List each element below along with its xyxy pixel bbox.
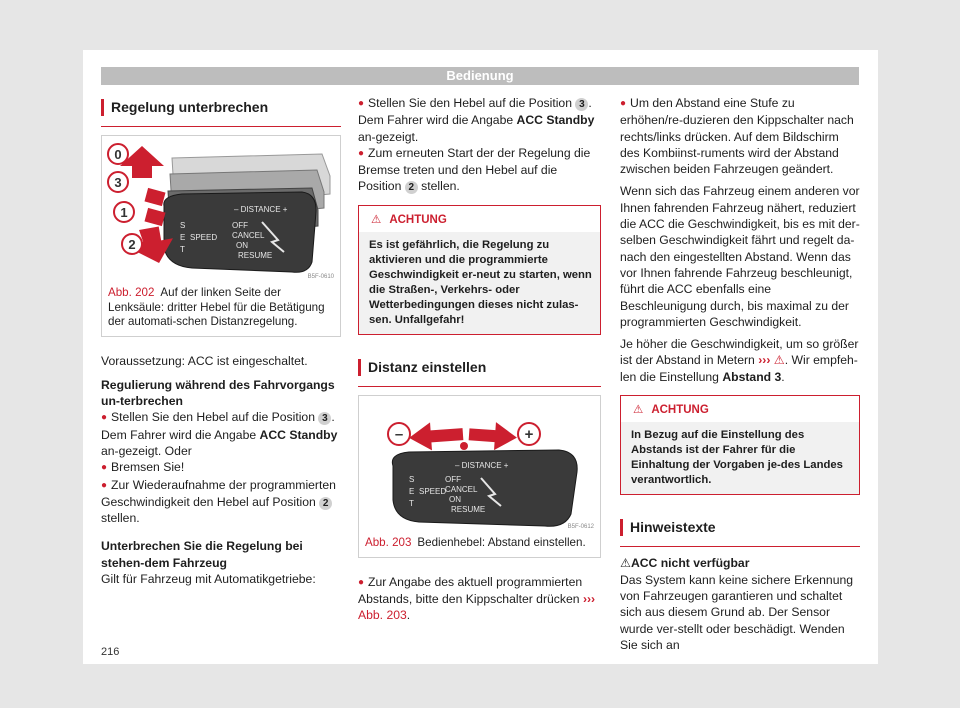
bullet-icon: ● bbox=[358, 147, 365, 159]
bullet-icon: ● bbox=[101, 412, 108, 424]
list-item: ● Zum erneuten Start der der Regelung die Bremse treten und den Hebel auf die Position 2 stellen. bbox=[358, 145, 591, 194]
position-label-2: 2 bbox=[128, 237, 136, 252]
warning-text: In Bezug auf die Einstellung des Abstands ist der Fahrer für die Einhaltung der Vorgaben je-des Landes verantwortlich. bbox=[621, 422, 859, 494]
lever-s-label: S bbox=[409, 475, 415, 485]
warning-triangle-icon: ⚠ bbox=[371, 213, 382, 226]
lever-off-label: OFF bbox=[232, 221, 248, 230]
lever-on-label: ON bbox=[236, 241, 248, 250]
bullet-icon: ● bbox=[101, 462, 108, 474]
page-number: 216 bbox=[101, 646, 120, 658]
figure-caption-text: Bedienhebel: Abstand einstellen. bbox=[417, 536, 586, 550]
hint-text: Das System kann keine sichere Erkennung von Fahrzeugen garantieren und schaltet sich aus diesem Grund ab. Der Sensor wurde ver-stellt oder beschädigt. Wenden Sie sich an bbox=[620, 572, 854, 652]
paragraph-acc-behaviour: Wenn sich das Fahrzeug einem anderen vor Ihnen fahrenden Fahrzeug nähert, reduziert die ACC die Geschwindigkeit, bis es mit der-selben Geschwindigkeit fährt und regelt da-nach den eingestellten Abstand. Wenn das vor Ihnen fahrende Fahrzeug beschleunigt, führt die ACC ebenfalls eine Beschleunigung durch, bis maximal zu der programmierten Geschwindigkeit. bbox=[620, 184, 860, 329]
warning-box bbox=[358, 205, 601, 335]
section-title-distance: Distanz einstellen bbox=[358, 359, 601, 376]
warning-triangle-icon[interactable]: ⚠ bbox=[773, 353, 785, 368]
hint-title: ⚠ACC nicht verfügbar bbox=[620, 556, 750, 571]
figure-number: Abb. 202 bbox=[108, 286, 155, 299]
list-item: ● Zur Angabe des aktuell programmierten Abstands, bitte den Kippschalter drücken ››› Abb. 203. bbox=[358, 574, 596, 623]
figure-203 bbox=[358, 395, 601, 558]
warning-triangle-icon: ⚠ bbox=[633, 404, 644, 417]
column-left bbox=[101, 95, 341, 587]
figure-number: Abb. 203 bbox=[365, 536, 412, 550]
column-middle bbox=[358, 95, 601, 623]
position-label-3: 3 bbox=[114, 175, 122, 190]
lever-off-label: OFF bbox=[445, 475, 461, 485]
bullet-icon: ● bbox=[358, 98, 365, 109]
warning-header: ⚠ ACHTUNG bbox=[371, 213, 447, 226]
plus-label: + bbox=[524, 426, 534, 444]
bullet-icon: ● bbox=[620, 98, 627, 109]
lever-e-label: E bbox=[180, 233, 186, 242]
section-title-hints: Hinweistexte bbox=[620, 519, 860, 536]
section-rule bbox=[620, 536, 860, 547]
figure-caption-text: Auf der linken Seite der Lenksäule: dritter Hebel für die Betätigung der automati-schen Distanzregelung. bbox=[108, 286, 325, 328]
bullet-icon: ● bbox=[101, 479, 108, 491]
figure-code: B5F-0610 bbox=[307, 274, 334, 280]
lever-t-label: T bbox=[180, 245, 185, 254]
list-item: ● Bremsen Sie! bbox=[101, 460, 185, 475]
position-badge: 2 bbox=[319, 497, 332, 510]
lever-s-label: S bbox=[180, 221, 186, 230]
lever-cancel-label: CANCEL bbox=[232, 231, 265, 240]
acc-icon: ⚠ bbox=[620, 556, 631, 571]
section-rule bbox=[358, 376, 601, 387]
page-header: Bedienung bbox=[101, 67, 859, 85]
lever-distance-label: – DISTANCE + bbox=[455, 461, 509, 471]
position-badge: 2 bbox=[405, 181, 418, 194]
cross-reference-arrow-icon: ››› bbox=[758, 353, 771, 368]
section-rule bbox=[101, 116, 341, 127]
lever-on-label: ON bbox=[449, 495, 461, 505]
subheading-while-driving: Regulierung während des Fahrvorgangs un-terbrechen bbox=[101, 377, 335, 409]
lever-positions-illustration bbox=[102, 136, 340, 282]
section-title-interrupt: Regelung unterbrechen bbox=[101, 99, 341, 116]
column-right bbox=[620, 95, 860, 653]
lever-speed-label: SPEED bbox=[190, 233, 218, 242]
lever-t-label: T bbox=[409, 499, 414, 509]
minus-label: – bbox=[394, 426, 404, 444]
lever-cancel-label: CANCEL bbox=[445, 485, 478, 495]
lever-distance-label: – DISTANCE + bbox=[234, 205, 288, 214]
lever-resume-label: RESUME bbox=[238, 251, 273, 260]
warning-header: ⚠ ACHTUNG bbox=[633, 404, 709, 417]
position-label-1: 1 bbox=[120, 205, 128, 220]
position-badge: 3 bbox=[318, 412, 331, 425]
prerequisite-text: Voraussetzung: ACC ist eingeschaltet. bbox=[101, 353, 308, 368]
paragraph-automatic: Gilt für Fahrzeug mit Automatikgetriebe: bbox=[101, 572, 316, 587]
figure-caption bbox=[102, 282, 340, 336]
subheading-stopped-vehicle: Unterbrechen Sie die Regelung bei stehen-dem Fahrzeug bbox=[101, 539, 303, 570]
figure-203-link[interactable]: Abb. 203 bbox=[358, 608, 407, 623]
list-item: ● Zur Wiederaufnahme der programmierten Geschwindigkeit den Hebel auf Position 2 stellen. bbox=[101, 477, 336, 526]
list-item: ● Um den Abstand eine Stufe zu erhöhen/re-duzieren den Kippschalter nach rechts/links drücken. Auf dem Bildschirm des Kombiinst-ruments wird der Abstand zwischen beiden Fahrzeugen geändert. bbox=[620, 96, 854, 177]
paragraph-distance-recommendation: Je höher die Geschwindigkeit, um so größer ist der Abstand in Metern ››› ⚠. Wir empfeh-len die Einstellung Abstand 3. bbox=[620, 337, 859, 384]
list-item: ● Stellen Sie den Hebel auf die Position 3 . Dem Fahrer wird die Angabe ACC Standby an-gezeigt. bbox=[358, 96, 595, 144]
position-badge: 3 bbox=[575, 98, 588, 111]
lever-e-label: E bbox=[409, 487, 415, 497]
warning-box bbox=[620, 395, 860, 495]
lever-speed-label: SPEED bbox=[419, 487, 447, 497]
figure-code: B5F-0612 bbox=[567, 524, 594, 531]
figure-caption bbox=[359, 532, 600, 557]
list-item: ● Stellen Sie den Hebel auf die Position 3 . Dem Fahrer wird die Angabe ACC Standby an-gezeigt. Oder bbox=[101, 410, 338, 458]
lever-resume-label: RESUME bbox=[451, 505, 486, 515]
warning-text: Es ist gefährlich, die Regelung zu aktivieren und die programmierte Geschwindigkeit er-neut zu starten, wenn die Straßen-, Verkehrs- oder Wetterbedingungen dieses nicht zulas-sen. Unfallgefahr! bbox=[359, 232, 600, 334]
figure-202 bbox=[101, 135, 341, 337]
bullet-icon: ● bbox=[358, 576, 365, 588]
position-label-0: 0 bbox=[114, 147, 122, 162]
cross-reference-arrow-icon: ››› bbox=[582, 591, 596, 606]
distance-rocker-illustration bbox=[359, 396, 600, 532]
